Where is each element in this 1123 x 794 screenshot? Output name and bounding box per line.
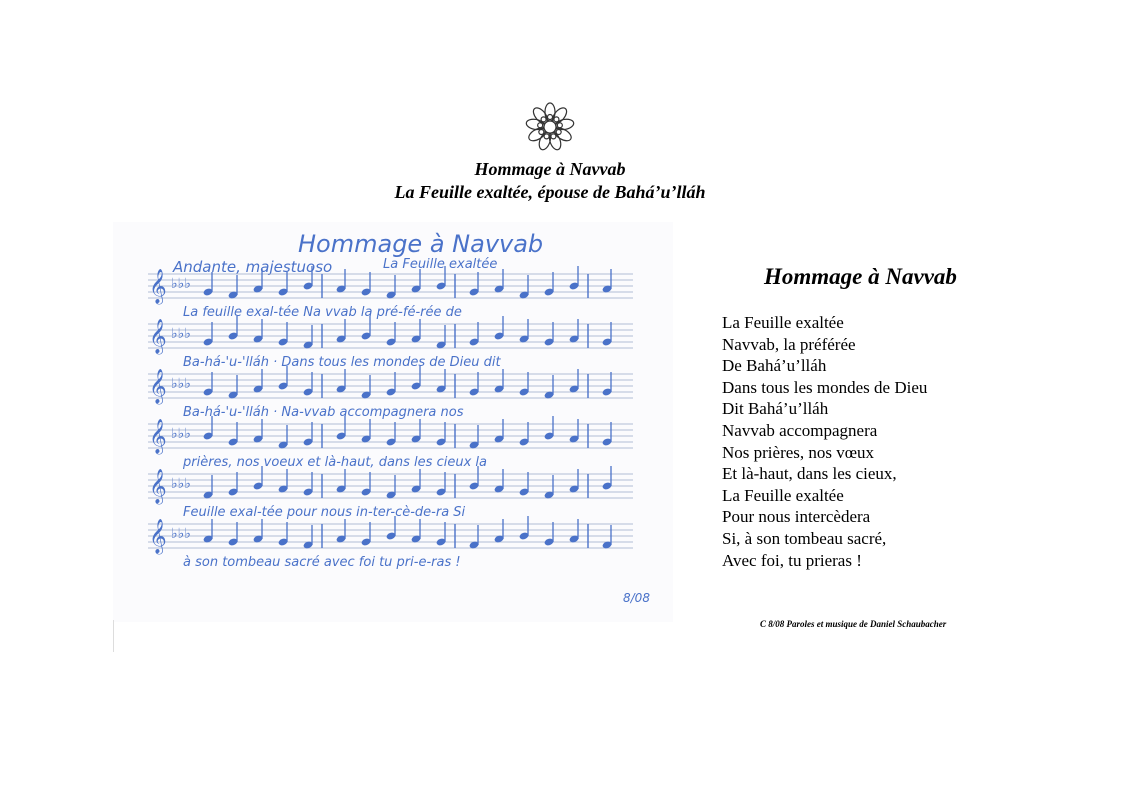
treble-clef-icon: 𝄞 bbox=[149, 469, 167, 504]
credit-line: C 8/08 Paroles et musique de Daniel Schaubacher bbox=[760, 619, 947, 629]
poem-text bbox=[722, 312, 1042, 571]
lyric-line: à son tombeau sacré avec foi tu pri-e-ras ! bbox=[183, 555, 461, 570]
key-signature-flats-icon: ♭♭♭ bbox=[171, 277, 191, 292]
score-tempo: Andante, majestuoso bbox=[173, 258, 333, 276]
poem-line: Navvab accompagnera bbox=[722, 420, 878, 440]
poem-title: Hommage à Navvab bbox=[764, 264, 957, 289]
poem-line: La Feuille exaltée bbox=[722, 485, 844, 505]
lyric-line: La feuille exal-tée Na vvab la pré-fé-rée de bbox=[183, 305, 462, 320]
lyric-line: Ba-há-'u-'lláh · Na-vvab accompagnera nos bbox=[183, 405, 464, 420]
poem-line: Si, à son tombeau sacré, bbox=[722, 528, 887, 548]
key-signature-flats-icon: ♭♭♭ bbox=[171, 377, 191, 392]
treble-clef-icon: 𝄞 bbox=[149, 269, 167, 304]
score-title: Hommage à Navvab bbox=[298, 230, 544, 258]
poem-line: De Bahá’u’lláh bbox=[722, 356, 827, 376]
poem-line: La Feuille exaltée bbox=[722, 313, 844, 332]
handwritten-score bbox=[113, 222, 673, 652]
document-header bbox=[300, 158, 800, 204]
poem-line: Navvab, la préférée bbox=[722, 334, 856, 354]
key-signature-flats-icon: ♭♭♭ bbox=[171, 527, 191, 542]
poem-line: Dit Bahá’u’lláh bbox=[722, 399, 829, 419]
poem-line: Avec foi, tu prieras ! bbox=[722, 550, 862, 570]
key-signature-flats-icon: ♭♭♭ bbox=[171, 327, 191, 342]
treble-clef-icon: 𝄞 bbox=[149, 319, 167, 354]
header-title: Hommage à Navvab bbox=[474, 159, 626, 179]
treble-clef-icon: 𝄞 bbox=[149, 369, 167, 404]
poem-line: Et là-haut, dans les cieux, bbox=[722, 464, 897, 484]
treble-clef-icon: 𝄞 bbox=[149, 519, 167, 554]
score-date-signature: 8/08 bbox=[623, 591, 650, 605]
score-sheet bbox=[113, 222, 673, 652]
rosette-emblem-icon bbox=[524, 101, 576, 153]
score-subtitle: La Feuille exaltée bbox=[383, 257, 498, 272]
lyric-line: Feuille exal-tée pour nous in-ter-cè-de-ra Si bbox=[183, 505, 466, 520]
key-signature-flats-icon: ♭♭♭ bbox=[171, 427, 191, 442]
header-subtitle: La Feuille exaltée, épouse de Bahá’u’lláh bbox=[394, 182, 706, 202]
lyric-line: Ba-há-'u-'lláh · Dans tous les mondes de Dieu dit bbox=[183, 355, 501, 370]
poem-line: Nos prières, nos vœux bbox=[722, 442, 875, 462]
treble-clef-icon: 𝄞 bbox=[149, 419, 167, 454]
key-signature-flats-icon: ♭♭♭ bbox=[171, 477, 191, 492]
poem-line: Dans tous les mondes de Dieu bbox=[722, 377, 928, 397]
lyric-line: prières, nos voeux et là-haut, dans les cieux la bbox=[183, 455, 487, 470]
poem-line: Pour nous intercèdera bbox=[722, 507, 871, 527]
